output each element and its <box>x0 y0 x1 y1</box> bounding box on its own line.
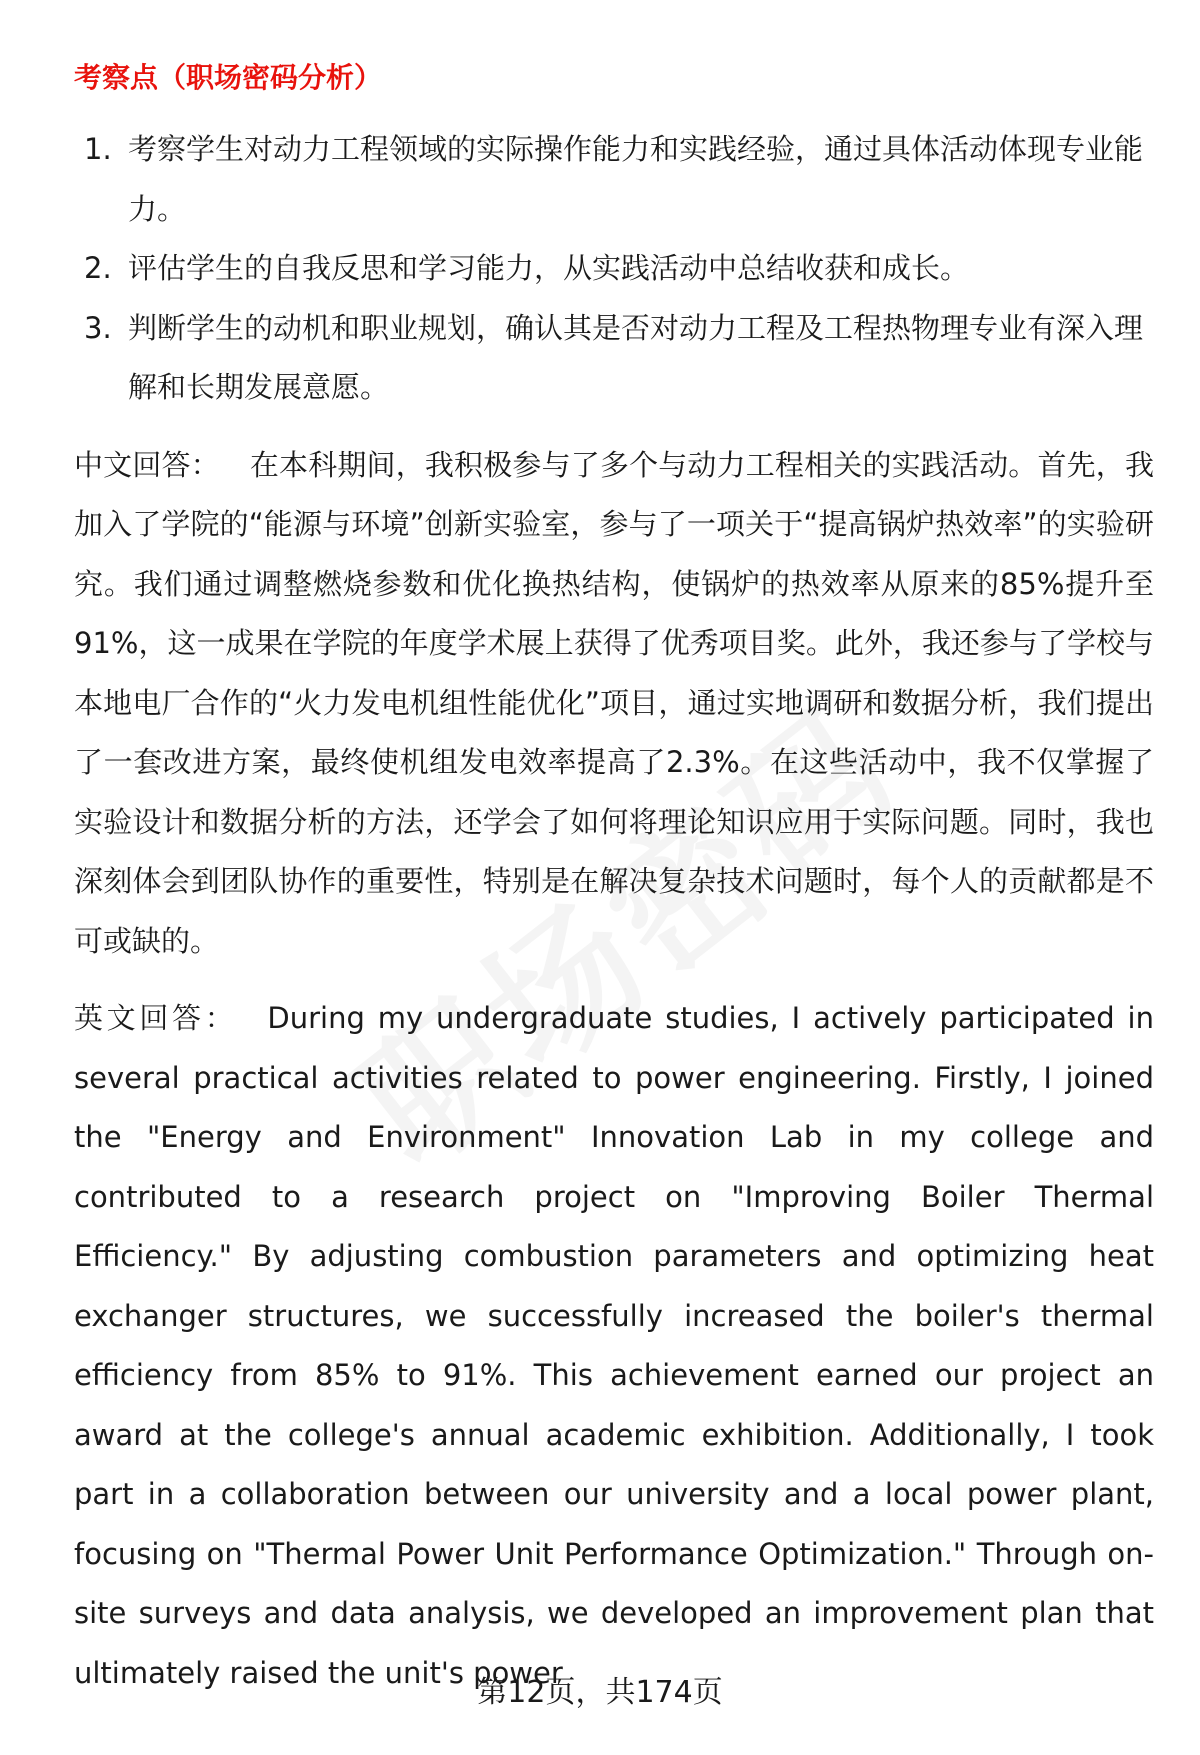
english-answer-label: 英文回答： <box>74 1001 238 1035</box>
chinese-answer-text: 在本科期间，我积极参与了多个与动力工程相关的实践活动。首先，我加入了学院的“能源与环境”创新实验室，参与了一项关于“提高锅炉热效率”的实验研究。我们通过调整燃烧参数和优化换热结构，使锅炉的热效率从原来的85%提升至91%，这一成果在学院的年度学术展上获得了优秀项目奖。此外，我还参与了学校与本地电厂合作的“火力发电机组性能优化”项目，通过实地调研和数据分析，我们提出了一套改进方案，最终使机组发电效率提高了2.3%。在这些活动中，我不仅掌握了实验设计和数据分析的方法，还学会了如何将理论知识应用于实际问题。同时，我也深刻体会到团队协作的重要性，特别是在解决复杂技术问题时，每个人的贡献都是不可或缺的。 <box>74 447 1154 958</box>
page-content <box>74 56 1154 1721</box>
chinese-answer-label: 中文回答： <box>74 447 220 482</box>
list-item-text: 评估学生的自我反思和学习能力，从实践活动中总结收获和成长。 <box>128 251 970 285</box>
list-item-number: 3. <box>84 310 112 345</box>
list-item <box>74 299 1154 418</box>
list-item-number: 2. <box>84 251 112 285</box>
english-answer-text: During my undergraduate studies, I actively participated in several practical activities related to power engineering. Firstly, I joined the "Energy and Environment" Innovation Lab in my college and contributed to a research project on "Improving Boiler Thermal Efficiency." By adjusting combustion parameters and optimizing heat exchanger structures, we successfully increased the boiler's thermal efficiency from 85% to 91%. This achievement earned our project an award at the college's annual academic exhibition. Additionally, I took part in a collaboration between our university and a local power plant, focusing on "Thermal Power Unit Performance Optimization." Through on-site surveys and data analysis, we developed an improvement plan that ultimately raised the unit's power <box>74 1001 1154 1690</box>
list-item-text: 考察学生对动力工程领域的实际操作能力和实践经验，通过具体活动体现专业能力。 <box>128 132 1144 226</box>
list-item <box>74 120 1154 239</box>
list-item <box>74 239 1154 299</box>
list-item-text: 判断学生的动机和职业规划，确认其是否对动力工程及工程热物理专业有深入理解和长期发展意愿。 <box>128 310 1144 404</box>
list-item-number: 1. <box>84 132 112 166</box>
english-answer <box>74 989 1154 1703</box>
chinese-answer <box>74 436 1154 972</box>
assessment-points-list <box>74 120 1154 418</box>
section-title: 考察点（职场密码分析） <box>74 61 383 94</box>
page-footer: 第12页，共174页 <box>477 1675 723 1710</box>
